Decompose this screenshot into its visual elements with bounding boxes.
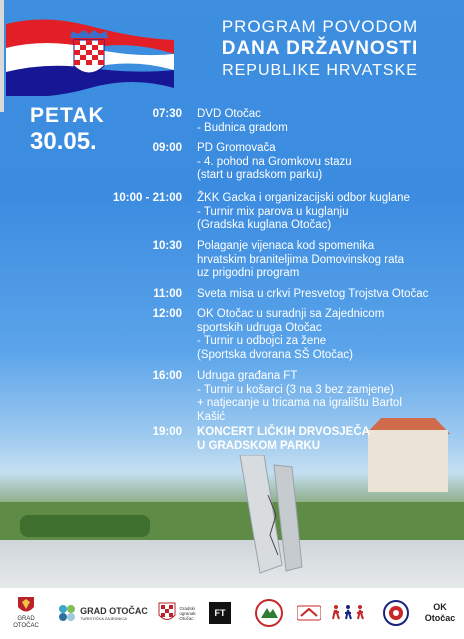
desc-line: uz prigodni program: [197, 267, 300, 279]
red-badge-logo: [296, 594, 322, 632]
schedule-desc: [197, 142, 459, 183]
ok-otocac-badge: [382, 594, 410, 632]
volleyball-club-icon: [383, 600, 409, 626]
pd-gromovaca-logo: [254, 594, 284, 632]
schedule-time: 12:00: [152, 308, 182, 320]
schedule-desc: [197, 288, 459, 302]
logo-text: ogranak: [179, 610, 196, 616]
ft-mark: FT: [209, 602, 231, 624]
schedule-desc: [197, 426, 459, 453]
badge-icon: [297, 604, 321, 622]
desc-line: - Turnir mix parova u kuglanju: [197, 205, 349, 218]
schedule-time: 11:00: [153, 288, 182, 300]
schedule-time: 10:00 - 21:00: [112, 192, 182, 204]
desc-line: Sveta misa u crkvi Presvetog Trojstva Otočac: [197, 288, 429, 300]
tz-otocac-logo: [58, 594, 148, 632]
desc-line: Kašić: [197, 410, 226, 423]
day-block: [30, 104, 105, 156]
schedule-time: 07:30: [152, 108, 182, 120]
desc-line: + natjecanje u tricama na igralištu Bartol: [197, 397, 402, 409]
shield-icon: [158, 602, 176, 624]
desc-line: - 4. pohod na Gromkovu stazu: [197, 155, 352, 168]
grad-otocac-logo: [6, 594, 46, 632]
day-name: PETAK: [30, 104, 105, 127]
desc-line: sportskih udruga Otočac: [197, 321, 322, 334]
day-date: 30.05.: [30, 128, 97, 155]
desc-line: - Turnir u košarci (3 na 3 bez zamjene): [197, 383, 394, 396]
desc-line: Polaganje vijenaca kod spomenika: [197, 240, 375, 252]
athletes-icon: [330, 603, 366, 623]
title-line-3: REPUBLIKE HRVATSKE: [222, 62, 418, 79]
ok-otocac-text-logo: [420, 594, 460, 632]
schedule-time: 16:00: [152, 370, 182, 382]
desc-line: (start u gradskom parku): [197, 169, 323, 181]
monument-sculpture: [230, 455, 310, 575]
desc-line: U GRADSKOM PARKU: [197, 439, 321, 452]
logo-text: Gradski: [179, 605, 195, 611]
title-line-2: DANA DRŽAVNOSTI: [221, 38, 419, 59]
zajednica-sportskih-udruga-logo: [328, 594, 368, 632]
desc-line: - Budnica gradom: [197, 121, 288, 134]
schedule-desc: [197, 240, 459, 281]
title-line-1: PROGRAM POVODOM: [221, 17, 419, 36]
tz-mark-icon: [58, 604, 76, 622]
schedule-time: 19:00: [152, 426, 182, 438]
schedule-desc: [197, 370, 459, 424]
desc-line: ŽKK Gacka i organizacijski odbor kuglane: [197, 192, 410, 204]
odbor-logo: [154, 594, 200, 632]
poster-title: [190, 16, 450, 82]
desc-line: OK Otočac u suradnji sa Zajednicom: [197, 308, 385, 320]
sponsor-logos: [0, 588, 464, 639]
schedule-desc: [197, 192, 459, 233]
logo-text: OK Otočac: [424, 602, 456, 623]
schedule-time: 09:00: [152, 142, 182, 154]
desc-line: - Turnir u odbojci za žene: [197, 335, 327, 347]
croatian-flag-icon: [6, 18, 174, 96]
desc-line: DVD Otočac: [197, 108, 261, 120]
logo-text: GRAD OTOČAC: [13, 616, 39, 629]
logo-text: GRAD OTOČAC: [80, 605, 148, 616]
schedule-time: 10:30: [152, 240, 182, 252]
desc-line: Udruga građana FT: [197, 370, 298, 382]
schedule-desc: [197, 308, 459, 362]
coat-of-arms-icon: [17, 596, 35, 616]
desc-line: KONCERT LIČKIH DRVOSJEČA: [197, 426, 370, 438]
desc-line: hrvatskim braniteljima Domovinskog rata: [197, 253, 405, 266]
mountain-badge-icon: [255, 599, 283, 627]
desc-line: (Sportska dvorana SŠ Otočac): [197, 348, 353, 361]
logo-subtext: TURISTIČKA ZAJEDNICA: [80, 615, 127, 621]
hedge: [20, 515, 150, 537]
logo-text: Otočac: [179, 615, 194, 621]
schedule-desc: [197, 108, 459, 135]
desc-line: PD Gromovača: [197, 142, 276, 154]
ft-logo: [208, 594, 232, 632]
desc-line: (Gradska kuglana Otočac): [197, 219, 332, 231]
flag-pole: [0, 0, 4, 112]
